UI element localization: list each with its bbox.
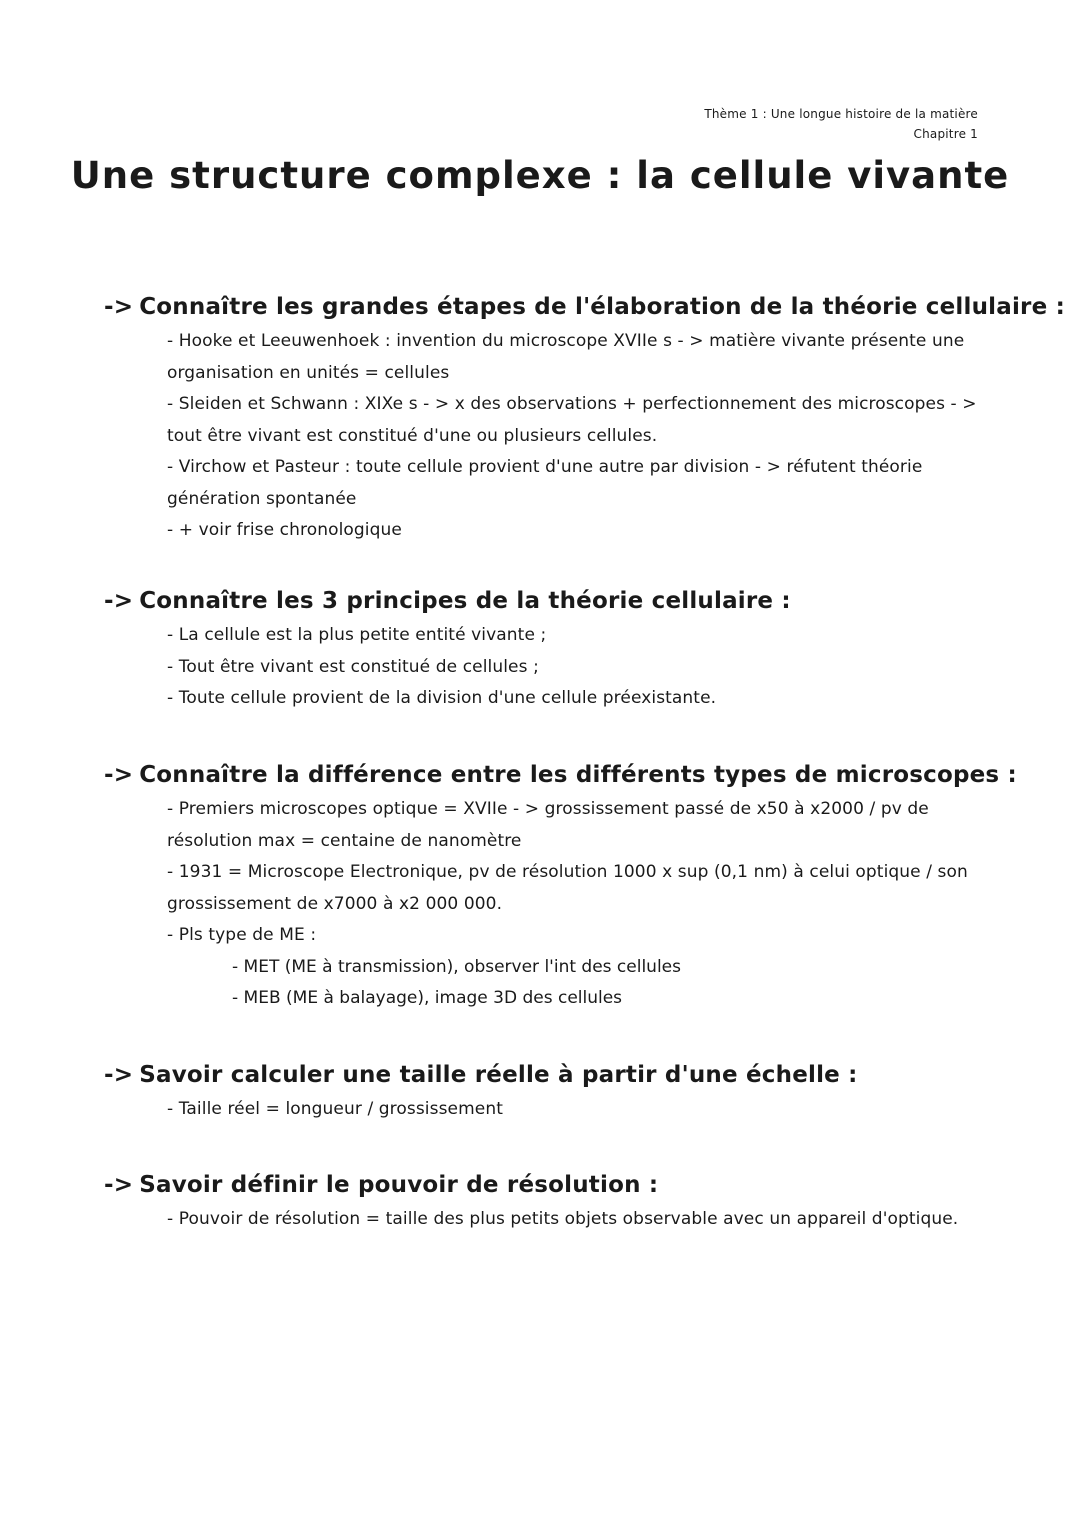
section-heading-text: Connaître les grandes étapes de l'élaboration de la théorie cellulaire : [139, 294, 1065, 320]
section-heading-text: Savoir calculer une taille réelle à partir d'une échelle : [139, 1062, 858, 1088]
arrow-icon: -> [104, 762, 134, 788]
section-heading-text: Connaître la différence entre les différents types de microscopes : [139, 762, 1017, 788]
section-heading [104, 584, 994, 618]
section-real-size-calculation [104, 1058, 994, 1126]
list-item: - Sleiden et Schwann : XIXe s - > x des observations + perfectionnement des microscopes - > tout être vivant est constitué d'une ou plusieurs cellules. [167, 394, 977, 446]
list-item: - Taille réel = longueur / grossissement [167, 1099, 503, 1119]
section-heading [104, 1168, 994, 1202]
section-resolution-power [104, 1168, 994, 1236]
list-item: - 1931 = Microscope Electronique, pv de résolution 1000 x sup (0,1 nm) à celui optique / son grossissement de x7000 à x2 000 000. [167, 862, 968, 914]
list-item: - La cellule est la plus petite entité vivante ; [167, 625, 547, 645]
list-item: - Toute cellule provient de la division d'une cellule préexistante. [167, 688, 717, 708]
list-item: - + voir frise chronologique [167, 520, 402, 540]
section-heading-text: Savoir définir le pouvoir de résolution : [139, 1172, 659, 1198]
item-list [104, 620, 994, 715]
sub-item-list [104, 952, 994, 1015]
page-title: Une structure complexe : la cellule vivante [70, 154, 1010, 197]
section-heading [104, 290, 1065, 324]
header-meta [704, 104, 978, 144]
list-item: - Premiers microscopes optique = XVIIe - > grossissement passé de x50 à x2000 / pv de résolution max = centaine de nanomètre [167, 799, 929, 851]
arrow-icon: -> [104, 588, 134, 614]
list-item: - Pouvoir de résolution = taille des plus petits objets observable avec un appareil d'optique. [167, 1209, 959, 1229]
item-list [104, 794, 994, 952]
sub-list-item: - MET (ME à transmission), observer l'int des cellules [232, 956, 681, 977]
list-item: - Tout être vivant est constitué de cellules ; [167, 656, 539, 677]
arrow-icon: -> [104, 1172, 134, 1198]
item-list [104, 1094, 994, 1126]
section-heading [104, 758, 1017, 792]
sub-list-item: - MEB (ME à balayage), image 3D des cellules [232, 988, 623, 1008]
section-cell-theory-stages [104, 290, 1065, 547]
section-heading [104, 1058, 994, 1092]
item-list [104, 1204, 994, 1236]
list-item: - Pls type de ME : [167, 925, 317, 945]
list-item: - Hooke et Leeuwenhoek : invention du microscope XVIIe s - > matière vivante présente une organisation en unités = cellules [167, 331, 965, 383]
section-microscope-types [104, 758, 1017, 1015]
theme-label: Thème 1 : Une longue histoire de la matière [704, 107, 978, 121]
section-cell-theory-principles [104, 584, 994, 715]
section-heading-text: Connaître les 3 principes de la théorie cellulaire : [139, 588, 791, 614]
list-item: - Virchow et Pasteur : toute cellule provient d'une autre par division - > réfutent théorie génération spontanée [167, 457, 923, 509]
arrow-icon: -> [104, 294, 134, 320]
arrow-icon: -> [104, 1062, 134, 1088]
chapter-label: Chapitre 1 [913, 127, 978, 141]
item-list [104, 326, 994, 547]
